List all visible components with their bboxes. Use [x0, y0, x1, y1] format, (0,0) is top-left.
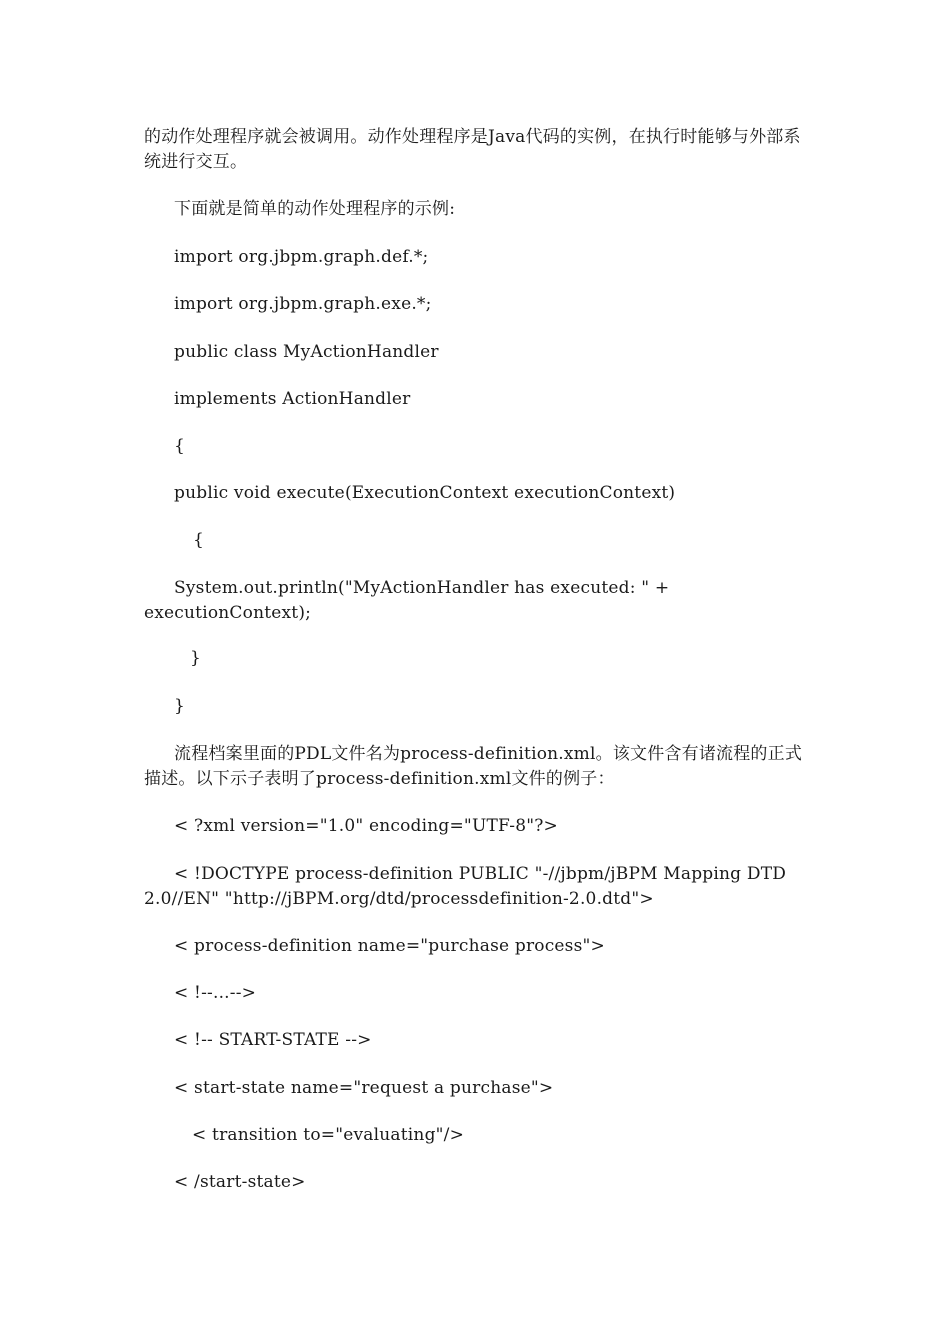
xml-line-comment-ellipsis: < !--...-->	[174, 983, 257, 1003]
code-line-implements: implements ActionHandler	[174, 389, 411, 409]
paragraph-action-handler-intro: 的动作处理程序就会被调用。动作处理程序是Java代码的实例，在执行时能够与外部系统进行交互。	[144, 127, 801, 172]
paragraph-process-definition: 流程档案里面的PDL文件名为process-definition.xml。该文件含有诸流程的正式描述。以下示子表明了process-definition.xml文件的例子：	[144, 744, 803, 789]
code-line-method-signature: public void execute(ExecutionContext executionContext)	[174, 483, 676, 503]
code-line-import-def: import org.jbpm.graph.def.*;	[174, 247, 429, 267]
paragraph-example-intro: 下面就是简单的动作处理程序的示例:	[174, 199, 456, 219]
xml-line-declaration: < ?xml version="1.0" encoding="UTF-8"?>	[174, 816, 558, 836]
code-line-class-declaration: public class MyActionHandler	[174, 342, 439, 362]
xml-line-process-definition: < process-definition name="purchase process">	[174, 936, 605, 956]
xml-line-start-state-close: < /start-state>	[174, 1172, 306, 1192]
xml-line-comment-start-state: < !-- START-STATE -->	[174, 1030, 372, 1050]
code-line-class-close-brace: }	[174, 696, 186, 716]
code-line-method-open-brace: {	[193, 530, 205, 550]
xml-line-doctype: < !DOCTYPE process-definition PUBLIC "-//jbpm/jBPM Mapping DTD 2.0//EN" "http://jBPM.org/dtd/processdefinition-2.0.dtd">	[144, 864, 787, 909]
xml-line-transition: < transition to="evaluating"/>	[192, 1125, 465, 1145]
code-line-println: System.out.println("MyActionHandler has executed: " + executionContext);	[144, 578, 670, 623]
code-line-method-close-brace: }	[190, 648, 202, 668]
code-line-class-open-brace: {	[174, 436, 186, 456]
code-line-import-exe: import org.jbpm.graph.exe.*;	[174, 294, 432, 314]
xml-line-start-state: < start-state name="request a purchase">	[174, 1078, 554, 1098]
